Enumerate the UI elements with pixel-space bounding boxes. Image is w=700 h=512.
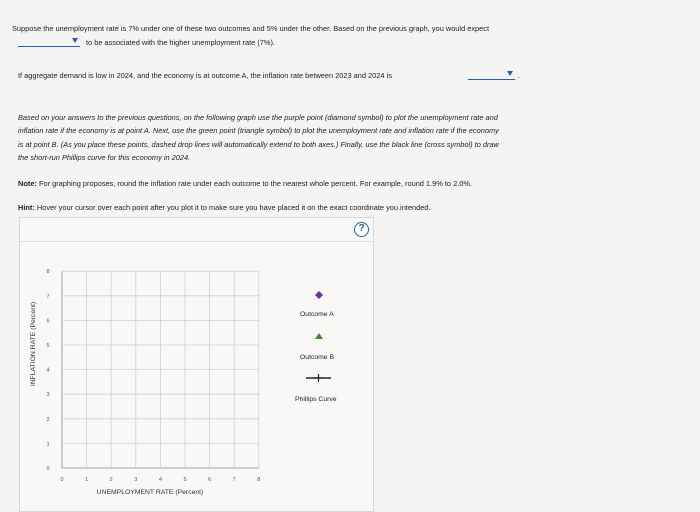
hint-text: Hover your cursor over each point after you plot it to make sure you have placed it on the exact coordinate you intended. — [36, 203, 431, 212]
y-tick-label: 4 — [46, 367, 50, 374]
outcome-a-tool[interactable] — [315, 291, 323, 299]
instructions-line-4: the short-run Phillips curve for this economy in 2024. — [18, 153, 191, 162]
y-tick-label: 1 — [46, 441, 50, 448]
purple-diamond-icon — [315, 291, 323, 299]
chevron-down-icon — [72, 38, 78, 43]
hint-line — [18, 202, 430, 213]
y-tick-label: 6 — [46, 318, 50, 325]
dropdown-inflation-select[interactable] — [468, 69, 515, 80]
graph-panel — [19, 217, 374, 512]
instructions-line-2: inflation rate if the economy is at point A. Next, use the green point (triangle symbol) to plot the unemployment rate and inflation rate if the economy — [18, 126, 499, 135]
graph-canvas[interactable] — [20, 218, 373, 511]
y-tick-label: 0 — [46, 466, 50, 472]
x-tick-label: 6 — [208, 477, 212, 483]
x-tick-label: 0 — [60, 477, 64, 483]
x-tick-label: 3 — [134, 477, 138, 483]
x-tick-label: 2 — [109, 477, 113, 483]
question-line-3: If aggregate demand is low in 2024, and the economy is at outcome A, the inflation rate between 2023 and 2024 is — [18, 71, 392, 80]
x-tick-labels — [60, 477, 260, 483]
graph-grid — [62, 271, 259, 468]
y-axis-label: INFLATION RATE (Percent) — [30, 301, 37, 387]
y-tick-label: 7 — [46, 293, 50, 300]
y-tick-label: 8 — [46, 269, 50, 276]
y-tick-labels — [46, 269, 49, 472]
legend-outcome-a-label: Outcome A — [300, 311, 334, 318]
instructions-line-3: is at point B. (As you place these points, dashed drop lines will automatically extend to both axes.) Finally, use the black line (cross symbol) to draw — [18, 140, 499, 149]
note-label: Note: — [18, 179, 37, 188]
x-tick-label: 4 — [158, 477, 162, 483]
phillips-curve-tool[interactable] — [306, 374, 331, 382]
chevron-down-icon — [507, 71, 513, 76]
legend-outcome-b-label: Outcome B — [300, 354, 334, 361]
help-icon[interactable]: ? — [354, 222, 369, 237]
outcome-b-tool[interactable] — [315, 333, 323, 339]
y-tick-label: 5 — [46, 343, 50, 349]
question-line-2: to be associated with the higher unemployment rate (7%). — [86, 38, 275, 47]
x-axis-label: UNEMPLOYMENT RATE (Percent) — [96, 489, 204, 496]
legend-phillips-label: Phillips Curve — [295, 396, 337, 403]
x-tick-label: 5 — [183, 477, 187, 483]
x-tick-label: 1 — [85, 477, 89, 483]
x-tick-label: 8 — [257, 477, 261, 483]
note-text: For graphing proposes, round the inflation rate under each outcome to the nearest whole percent. For example, round 1.9% to 2.0%. — [38, 179, 472, 188]
y-tick-label: 2 — [46, 416, 50, 423]
y-tick-label: 3 — [46, 392, 50, 399]
dropdown-outcome-select[interactable] — [18, 36, 80, 47]
green-triangle-icon — [315, 333, 323, 339]
hint-label: Hint: — [18, 203, 35, 212]
question-line-1: Suppose the unemployment rate is 7% under one of these two outcomes and 5% under the other. Based on the previous graph, you would expect — [12, 24, 490, 33]
note-line — [18, 178, 472, 189]
instructions-line-1: Based on your answers to the previous questions, on the following graph use the purple point (diamond symbol) to plot the unemployment rate and — [18, 113, 498, 122]
question-line-3-end: . — [518, 71, 521, 80]
x-tick-label: 7 — [232, 477, 236, 483]
